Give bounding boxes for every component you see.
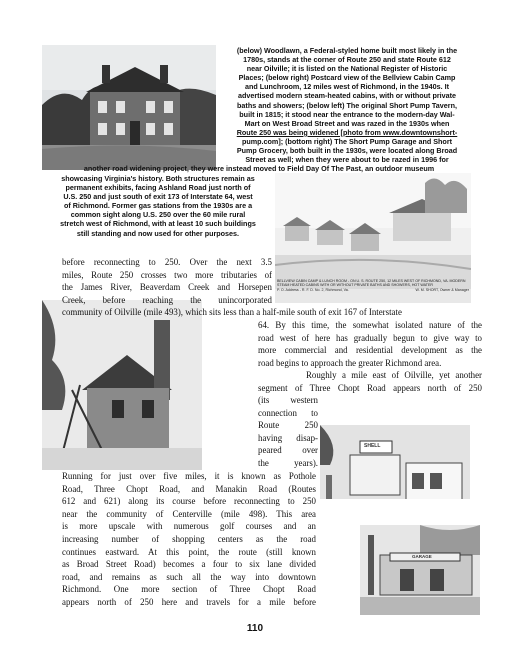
caption-line-link: Route 250 was being widened [photo from www.downtownshort- [236, 127, 458, 137]
caption-line: another road widening project, they were instead moved to Field Day Of The Past, an outdoor museum [83, 164, 435, 173]
body-line: road west of here has gradually begun to give way to [258, 332, 482, 343]
caption-line: Street as well; when they were about to be razed in 1996 for [245, 155, 449, 165]
body-line: the James River, Beaverdam Creek and Horsepen [62, 282, 272, 293]
body-line: miles, Route 250 crosses two more tributaries of [62, 269, 272, 280]
body-text-full-line [62, 306, 482, 319]
body-text-bottom-left [62, 470, 316, 609]
shell-station-photo [320, 425, 470, 518]
woodlawn-house-illustration [42, 45, 216, 170]
body-line: having disap- [258, 432, 318, 443]
body-line: Richmond. One more section of Three Chopt Road [62, 584, 316, 595]
tavern-illustration [42, 300, 202, 470]
caption-line: (below) Woodlawn, a Federal-styled home built most likely in the [236, 46, 458, 55]
body-line: appears north of 250 here and travels for a mile before [62, 596, 316, 607]
caption-line: 1780s, stands at the corner of Route 250 and state Route 612 [243, 55, 451, 65]
body-line: as Broad Street Road) becomes a four to six lane divided [62, 559, 316, 570]
body-line: near the community of Centerville (mile 498). This area [62, 508, 316, 519]
cabin-camp-illustration [275, 173, 471, 289]
postcard-owner: W. M. SHORT, Owner & Manager [415, 287, 469, 292]
body-line: Creek, before reaching the unincorporated [62, 294, 272, 305]
caption-line: U.S. 250 and just south of exit 173 of Interstate 64, west [63, 192, 253, 202]
caption-line: Places; (below right) Postcard view of the Bellview Cabin Camp [238, 73, 456, 83]
body-line: continues eastward. At this point, the route (still known [62, 546, 316, 557]
body-line: community of Oilville (mile 493), which sits less than a half-mile south of exit 167 of Interstate [62, 307, 402, 317]
photo-caption-wide-line [44, 164, 474, 173]
body-line: Road, Three Chopt Road, and Manakin Road (Routes [62, 483, 316, 494]
postcard-text: BELLVIEW CABIN CAMP & LUNCH ROOM - ON U. S. ROUTE 250, 12 MILES WEST OF RICHMOND, VA. MODERN STEAM HEATED CABINS WITH OR WITHOUT PRIVATE BATHS AND SHOWERS, HOT WATER [277, 279, 466, 288]
body-line: segment of Three Chopt Road appears north of 250 [258, 382, 482, 393]
shell-sign: SHELL [364, 443, 381, 449]
body-line: Roughly a mile east of Oilville, yet another [306, 370, 482, 381]
postcard-caption-text [277, 279, 469, 292]
shell-station-illustration [320, 425, 470, 518]
body-line: more commercial and residential development as the [258, 345, 482, 356]
body-text-top-left [62, 256, 272, 306]
body-line: before reconnecting to 250. Over the next 3.5 [62, 257, 272, 267]
caption-line: common sight along U.S. 250 over the 60 mile rural [70, 210, 246, 220]
caption-line: baths and showers; (below left) The original Short Pump Tavern, [237, 100, 457, 110]
caption-line: pump.com]; (bottom right) The Short Pump Garage and Short [241, 136, 453, 146]
body-text-narrow-column [258, 394, 318, 470]
photo-caption [212, 46, 482, 164]
short-pump-tavern-photo [42, 300, 202, 470]
short-pump-garage-photo [360, 525, 480, 615]
caption-line: Mart on West Broad Street and was razed in the 1930s when [244, 118, 450, 128]
woodlawn-house-photo [42, 45, 216, 170]
photo-caption-continued [44, 174, 272, 238]
caption-line: Pump Grocery, both built in the 1930s, were located along Broad [236, 146, 458, 156]
body-line: 612 and 621) along its course before reconnecting to 250 [62, 496, 316, 507]
caption-line: stretch west of Richmond, with at least 10 such buildings [60, 219, 256, 229]
caption-line: showcasing Virginia's history. Both structures remain as [61, 174, 255, 183]
body-line: road begins to approach the greater Richmond area. [258, 357, 442, 368]
caption-line: permanent exhibits, facing Ashland Road just north of [65, 183, 251, 193]
body-line: is more upscale with numerous golf courses and an [62, 521, 316, 532]
body-line: connection to [258, 407, 318, 418]
body-line: (its western [258, 395, 318, 405]
caption-line: of Richmond. Former gas stations from the 1930s are a [63, 201, 253, 211]
page-number: 110 [246, 623, 264, 634]
body-line: Running for just over five miles, it is known as Pothole [62, 471, 316, 481]
caption-line: built in 1815; it stood near the entrance to the modern-day Wal- [239, 109, 455, 119]
bellview-postcard-photo [275, 173, 471, 303]
garage-sign: GARAGE [412, 554, 432, 559]
caption-line: near Oilville; it is listed on the National Register of Historic [246, 64, 448, 74]
body-line: increasing number of shopping centers as the road [62, 533, 316, 544]
caption-line: advertised modern steam-heated cabins, with or without private [237, 91, 457, 101]
garage-illustration [360, 525, 480, 615]
body-line: 64. By this time, the somewhat isolated nature of the [258, 320, 482, 330]
body-line: Route 250 [258, 420, 318, 431]
caption-line: still standing and now used for other purposes. [76, 228, 240, 238]
body-line: peared over [258, 445, 318, 456]
caption-line: and Lunchroom, 12 miles west of Richmond, in the 1940s. It [244, 82, 450, 92]
postcard-publisher: P. O. Address - R. F. D. No. 2, Richmond, Va. [277, 287, 349, 292]
body-line: the years). [258, 457, 318, 468]
body-line: road, and remains as such all the way into downtown [62, 571, 316, 582]
body-text-right-column [258, 319, 482, 395]
